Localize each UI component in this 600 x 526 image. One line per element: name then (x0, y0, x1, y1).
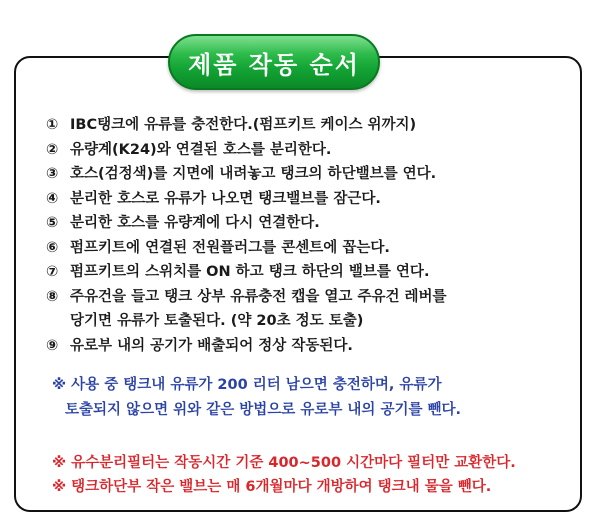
step-text: IBC탱크에 유류를 충전한다.(펌프키트 케이스 위까지) (70, 117, 417, 133)
refill-note-continued: 토출되지 않으면 위와 같은 방법으로 유로부 내의 공기를 뺀다. (65, 402, 462, 418)
step-number: ④ (46, 190, 59, 207)
step-number: ③ (46, 166, 59, 182)
step-number: ⑦ (46, 264, 59, 280)
step-item (46, 187, 447, 212)
step-number: ⑥ (46, 239, 59, 256)
step-text: 호스(검정색)를 지면에 내려놓고 탱크의 하단밸브를 연다. (70, 166, 437, 182)
step-item (46, 211, 447, 236)
step-item (46, 138, 447, 163)
step-text: 유량계(K24)와 연결된 호스를 분리한다. (70, 141, 332, 158)
step-text: 유로부 내의 공기가 배출되어 정상 작동된다. (70, 337, 353, 354)
filter-note: ※ 유수분리필터는 작동시간 기준 400~500 시간마다 필터만 교환한다. (52, 455, 516, 471)
drain-valve-note: ※ 탱크하단부 작은 밸브는 매 6개월마다 개방하여 탱크내 물을 뺀다. (52, 479, 492, 495)
step-item (46, 285, 447, 310)
step-number: ⑧ (46, 288, 59, 305)
step-text: 분리한 호스로 유류가 나오면 탱크밸브를 잠근다. (70, 190, 381, 207)
title-badge (168, 34, 380, 90)
step-item (46, 162, 447, 187)
step-text-continued: 당기면 유류가 토출된다. (약 20초 정도 토출) (70, 313, 364, 329)
step-continuation (46, 309, 447, 334)
step-text: 주유건을 들고 탱크 상부 유류충전 캡을 열고 주유건 레버를 (70, 288, 447, 305)
step-item (46, 334, 447, 359)
step-number: ② (46, 141, 59, 158)
step-text: 분리한 호스를 유량계에 다시 연결한다. (70, 215, 320, 231)
refill-note: ※ 사용 중 탱크내 유류가 200 리터 남으면 충전하며, 유류가 (52, 377, 442, 393)
step-number: ⑤ (46, 215, 59, 231)
step-item (46, 113, 447, 138)
step-item (46, 236, 447, 261)
step-text: 펌프키트의 스위치를 ON 하고 탱크 하단의 밸브를 연다. (70, 264, 430, 280)
page-title: 제품 작동 순서 (188, 50, 360, 79)
steps-list (46, 113, 447, 358)
step-number: ① (46, 117, 59, 133)
step-text: 펌프키트에 연결된 전원플러그를 콘센트에 꼽는다. (70, 239, 390, 256)
step-item (46, 260, 447, 285)
step-number: ⑨ (46, 337, 59, 354)
